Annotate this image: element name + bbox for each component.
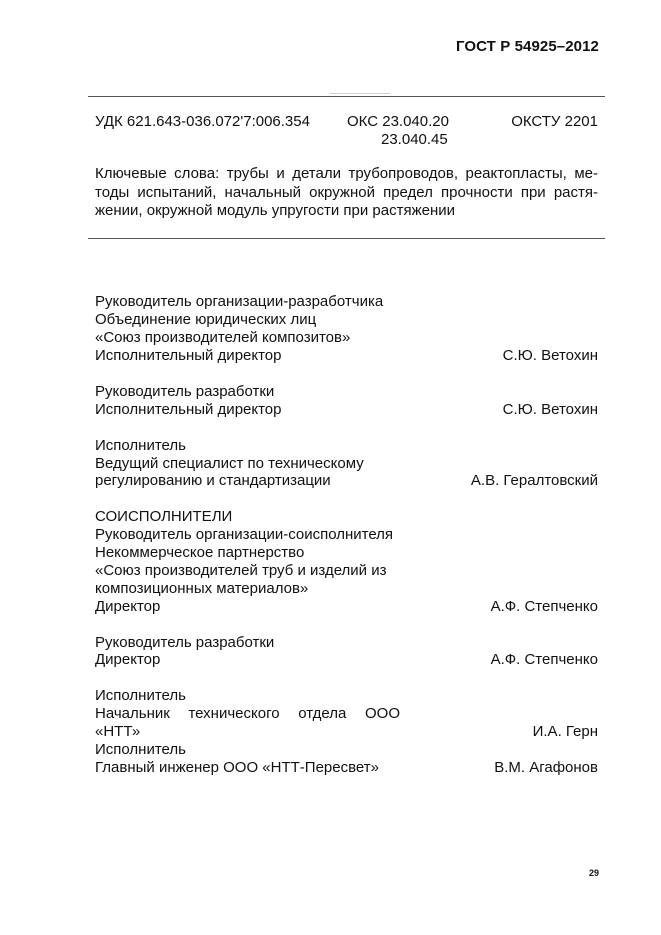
keywords-block xyxy=(95,165,598,221)
person-name: И.А. Герн xyxy=(532,723,598,740)
executor-label: Исполнитель xyxy=(95,687,186,704)
person-name: А.В. Гералтовский xyxy=(470,472,598,489)
position: регулированию и стандартизации xyxy=(95,472,331,489)
org-name: Объединение юридических лиц xyxy=(95,311,317,328)
person-name: С.Ю. Ветохин xyxy=(502,401,598,418)
keywords-line: тоды испытаний, начальный окружной предел прочности при растя- xyxy=(95,183,598,201)
position: Исполнительный директор xyxy=(95,401,282,418)
org-head-title: Руководитель организации-соисполнителя xyxy=(95,526,394,543)
org-name: «Союз производителей композитов» xyxy=(95,329,351,346)
person-name: А.Ф. Степченко xyxy=(490,598,598,615)
oks-code-1: ОКС 23.040.20 xyxy=(347,113,449,130)
person-name: А.Ф. Степченко xyxy=(490,651,598,668)
keywords-line: Ключевые слова: трубы и детали трубопроводов, реактопласты, ме- xyxy=(95,165,598,182)
oks-code-2: 23.040.45 xyxy=(381,131,448,148)
bottom-divider xyxy=(88,238,605,239)
position: Начальник технического отдела ООО xyxy=(95,705,400,722)
coexecutors-heading: СОИСПОЛНИТЕЛИ xyxy=(95,508,233,525)
org-name: Некоммерческое партнерство xyxy=(95,544,305,561)
position: Директор xyxy=(95,651,161,668)
position: Директор xyxy=(95,598,161,615)
top-divider xyxy=(88,96,605,97)
executor-label: Исполнитель xyxy=(95,437,186,454)
keywords-line: жении, окружной модуль упругости при растяжении xyxy=(95,202,455,219)
org-head-title: Руководитель организации-разработчика xyxy=(95,293,384,310)
okstu-code: ОКСТУ 2201 xyxy=(511,113,598,130)
executor-label: Исполнитель xyxy=(95,741,186,758)
dev-head-title: Руководитель разработки xyxy=(95,383,275,400)
position: Ведущий специалист по техническому xyxy=(95,455,364,472)
dev-head-title: Руководитель разработки xyxy=(95,634,275,651)
scan-mark xyxy=(330,93,390,94)
position: Исполнительный директор xyxy=(95,347,282,364)
page-number: 29 xyxy=(588,868,599,878)
person-name: В.М. Агафонов xyxy=(494,759,598,776)
udk-code: УДК 621.643-036.072'7:006.354 xyxy=(95,113,310,130)
position: «НТТ» xyxy=(95,723,141,740)
standard-code: ГОСТ Р 54925–2012 xyxy=(455,38,599,55)
position: Главный инженер ООО «НТТ-Пересвет» xyxy=(95,759,379,776)
org-name: «Союз производителей труб и изделий из xyxy=(95,562,387,579)
org-name: композиционных материалов» xyxy=(95,580,309,597)
person-name: С.Ю. Ветохин xyxy=(502,347,598,364)
